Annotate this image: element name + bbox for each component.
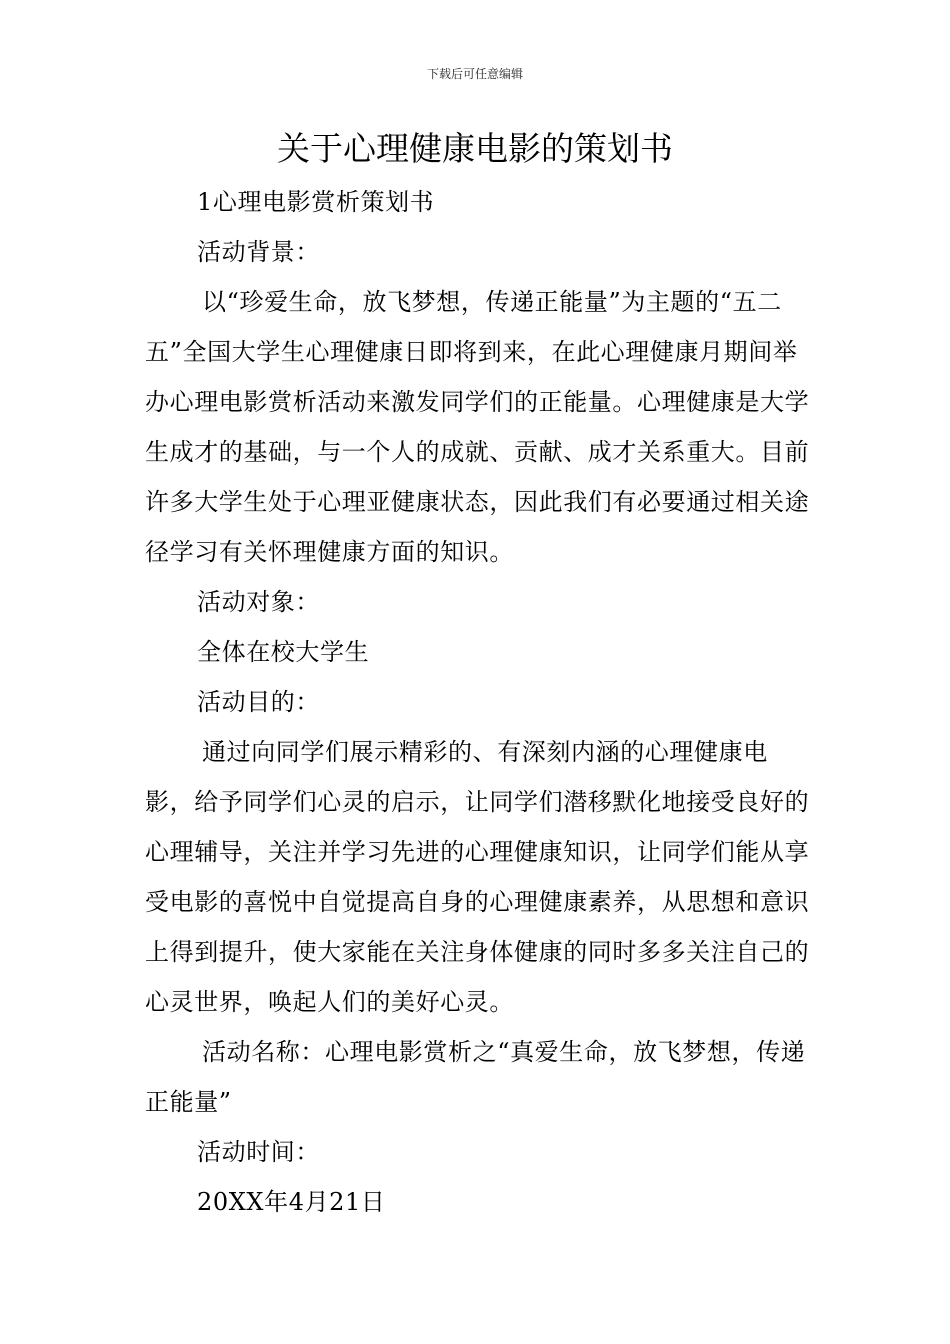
section-heading: 1心理电影赏析策划书 xyxy=(197,188,435,216)
paragraph-background: 以“珍爱生命，放飞梦想，传递正能量”为主题的“五二五”全国大学生心理健康日即将到来，在此心理健康月期间举办心理电影赏析活动来激发同学们的正能量。心理健康是大学生成才的基础，与一个人的成就、贡献、成才关系重大。目前许多大学生处于心理亚健康状态，因此我们有必要通过相关途径学习有关怀理健康方面的知识。 xyxy=(145,288,810,566)
paragraph-activity-name: 活动名称：心理电影赏析之“真爱生命，放飞梦想，传递正能量” xyxy=(145,1038,806,1116)
paragraph-audience: 全体在校大学生 xyxy=(197,638,370,666)
paragraph-purpose: 通过向同学们展示精彩的、有深刻内涵的心理健康电影，给予同学们心灵的启示，让同学们潜移默化地接受良好的心理辅导，关注并学习先进的心理健康知识，让同学们能从享受电影的喜悦中自觉提高自身的心理健康素养，从思想和意识上得到提升，使大家能在关注身体健康的同时多多关注自己的心灵世界，唤起人们的美好心灵。 xyxy=(145,738,810,1016)
paragraph-date: 20XX年4月21日 xyxy=(197,1188,386,1216)
label-time: 活动时间： xyxy=(197,1138,320,1166)
label-audience: 活动对象： xyxy=(197,588,320,616)
document-title: 关于心理健康电影的策划书 xyxy=(277,129,673,168)
label-purpose: 活动目的： xyxy=(197,688,320,716)
document-body xyxy=(145,177,810,1227)
header-note: 下载后可任意编辑 xyxy=(426,67,523,81)
label-background: 活动背景： xyxy=(197,238,320,266)
